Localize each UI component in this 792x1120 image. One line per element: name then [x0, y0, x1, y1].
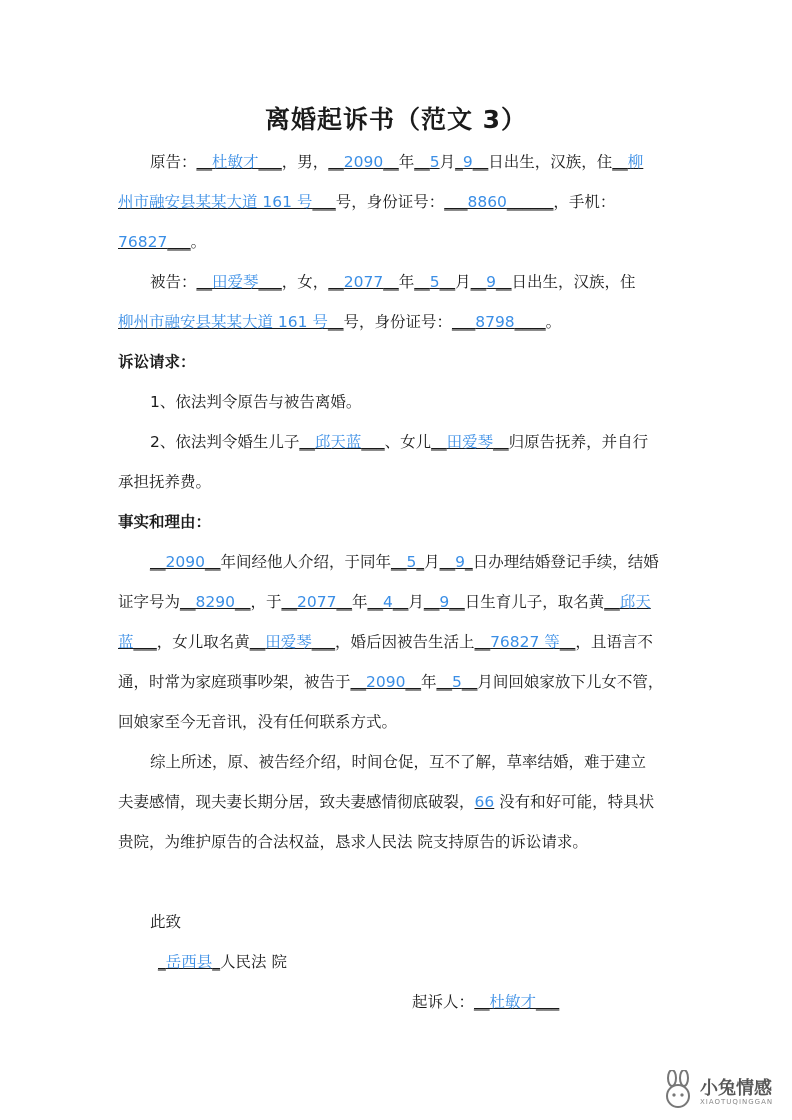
certificate-number: 8290 — [195, 593, 235, 611]
facts-summary-line-3: 贵院，为维护原告的合法权益，恳求人民法 院支持原告的诉讼请求。 — [118, 833, 588, 851]
claim-item-1: 1、依法判令原告与被告离婚。 — [150, 393, 362, 411]
defendant-birth-day: 9 — [486, 273, 497, 291]
plaintiff-birth-day: 9 — [462, 153, 473, 171]
closing-salutation: 此致 — [150, 913, 182, 931]
claim-daughter-name: 田爱琴 — [446, 433, 494, 451]
plaintiff-line-2: 州市融安县某某大道 161 号___号，身份证号：___8860______，手机： — [118, 193, 616, 211]
defendant-line-2: 柳州市融安县某某大道 161 号__号，身份证号：___8798____。 — [118, 313, 562, 331]
defendant-birth-year: 2077 — [343, 273, 384, 291]
plaintiff-birth-year: 2090 — [343, 153, 384, 171]
defendant-address: 柳州市融安县某某大道 161 号 — [118, 313, 328, 331]
defendant-label: 被告： — [150, 273, 197, 291]
claims-heading: 诉讼请求： — [118, 353, 196, 371]
plaintiff-line-1: 原告：__杜敏才___，男，__2090__年__5月_9__日出生，汉族，住__柳 — [150, 153, 644, 171]
claim-son-name: 邱天蓝 — [314, 433, 362, 451]
claim-item-2-cont: 承担抚养费。 — [118, 473, 212, 491]
plaintiff-phone: 76827 — [118, 233, 168, 251]
plaintiff-address-part1: 柳 — [627, 153, 644, 171]
facts-line-5: 回娘家至今无音讯，没有任何联系方式。 — [118, 713, 398, 731]
facts-summary-line-2: 夫妻感情，现夫妻长期分居，致夫妻感情彻底破裂，66 没有和好可能，特具状 — [118, 793, 655, 811]
watermark-logo — [660, 1070, 780, 1114]
plaintiff-birth-month: 5 — [429, 153, 440, 171]
plaintiff-address-part2: 州市融安县某某大道 161 号 — [118, 193, 313, 211]
meet-year: 2090 — [165, 553, 205, 571]
facts-line-1: __2090__年间经他人介绍，于同年__5_月__9_日办理结婚登记手续，结婚 — [150, 553, 659, 571]
court-name: 岳西县 — [165, 953, 213, 971]
plaintiff-label: 原告： — [150, 153, 197, 171]
facts-line-3: 蓝___，女儿取名黄__田爱琴___，婚后因被告生活上__76827 等__，且语言不 — [118, 633, 653, 651]
plaintiff-id-number: 8860 — [467, 193, 507, 211]
facts-heading: 事实和理由： — [118, 513, 212, 531]
plaintiff-line-3: 76827___。 — [118, 233, 207, 251]
facts-summary-line-1: 综上所述，原、被告经介绍，时间仓促，互不了解，草率结婚，难于建立 — [150, 753, 647, 771]
watermark-subtext: XIAOTUQINGGAN — [700, 1098, 774, 1106]
defendant-id-number: 8798 — [475, 313, 515, 331]
plaintiff-name: 杜敏才 — [212, 153, 259, 171]
defendant-birth-month: 5 — [429, 273, 440, 291]
facts-line-4: 通，时常为家庭琐事吵架，被告于__2090__年__5__月间回娘家放下儿女不管， — [118, 673, 664, 691]
defendant-name: 田爱琴 — [212, 273, 259, 291]
facts-line-2: 证字号为__8290__，于__2077__年__4__月__9__日生育儿子，取名黄__邱天 — [118, 593, 651, 611]
watermark-text: 小兔情感 — [700, 1078, 772, 1099]
defendant-line-1: 被告：__田爱琴___，女，__2077__年__5__月__9__日出生，汉族，住 — [150, 273, 636, 291]
rabbit-icon — [660, 1070, 696, 1110]
signer-line: 起诉人：__杜敏才___ — [412, 993, 560, 1011]
document-title: 离婚起诉书（范文 3） — [264, 105, 528, 134]
closing-court: _岳西县_人民法 院 — [158, 953, 287, 971]
signer-name: 杜敏才 — [489, 993, 537, 1011]
claim-item-2: 2、依法判令婚生儿子__邱天蓝___、女儿__田爱琴__归原告抚养，并自行 — [150, 433, 649, 451]
